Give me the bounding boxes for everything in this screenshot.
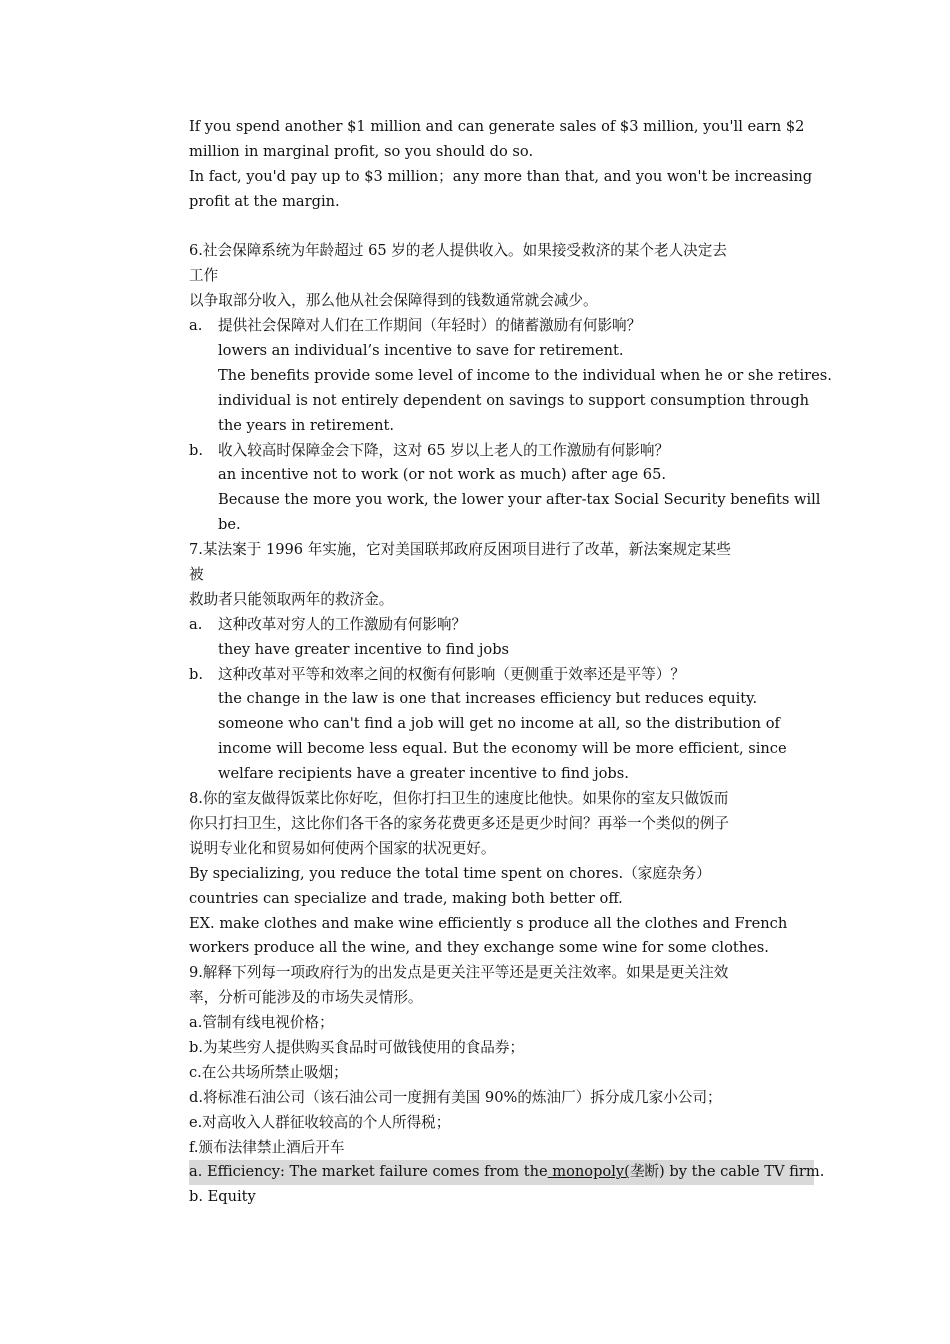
question-7b <box>189 663 809 688</box>
underlined-term: monopoly( <box>547 1163 630 1181</box>
answer-line: lowers an individual’s incentive to save for retirement. <box>218 342 624 360</box>
answer-line: The benefits provide some level of income to the individual when he or she retires. <box>218 366 832 384</box>
question-9-title: 率，分析可能涉及的市场失灵情形。 <box>189 989 423 1007</box>
answer-line: individual is not entirely dependent on savings to support consumption through <box>218 391 810 409</box>
text-line: If you spend another $1 million and can generate sales of $3 million, you'll earn $2 <box>189 118 805 135</box>
question-9-item: d.将标准石油公司（该石油公司一度拥有美国 90%的炼油厂）拆分成几家小公司； <box>189 1088 722 1106</box>
answer-line: income will become less equal. But the economy will be more efficient, since <box>218 740 787 758</box>
question-6-title: 工作 <box>189 267 219 285</box>
answer-line: the change in the law is one that increases efficiency but reduces equity. <box>218 690 758 708</box>
answer-line: workers produce all the wine, and they exchange some wine for some clothes. <box>189 939 769 957</box>
item-question: 这种改革对穷人的工作激励有何影响？ <box>218 615 467 633</box>
answer-text: ) by the cable TV firm. <box>659 1163 825 1181</box>
question-7-title: 7.某法案于 1996 年实施，它对美国联邦政府反困项目进行了改革，新法案规定某些 <box>189 541 731 559</box>
text-line: million in marginal profit, so you should do so. <box>189 142 534 160</box>
item-question: 这种改革对平等和效率之间的权衡有何影响（更侧重于效率还是平等）？ <box>218 665 686 683</box>
question-7-title: 救助者只能领取两年的救济金。 <box>189 590 394 608</box>
question-9-title: 9.解释下列每一项政府行为的出发点是更关注平等还是更关注效率。如果是更关注效 <box>189 964 729 982</box>
answer-line: an incentive not to work (or not work as much) after age 65. <box>218 466 667 484</box>
item-question: 收入较高时保障金会下降，这对 65 岁以上老人的工作激励有何影响？ <box>218 441 670 459</box>
item-marker: a. <box>189 317 203 335</box>
question-9-item: a.管制有线电视价格； <box>189 1014 334 1032</box>
answer-line: the years in retirement. <box>218 416 395 434</box>
question-7-title: 被 <box>189 566 204 584</box>
question-9-item: c.在公共场所禁止吸烟； <box>189 1063 348 1081</box>
answer-line: someone who can't find a job will get no income at all, so the distribution of <box>218 715 780 733</box>
answer-line: b. Equity <box>189 1188 256 1206</box>
question-9-item: b.为某些穷人提供购买食品时可做钱使用的食品券； <box>189 1038 525 1056</box>
answer-line: EX. make clothes and make wine efficiently s produce all the clothes and French <box>189 914 788 932</box>
question-8-title: 说明专业化和贸易如何使两个国家的状况更好。 <box>189 839 496 857</box>
question-8-title: 8.你的室友做得饭菜比你好吃，但你打扫卫生的速度比他快。如果你的室友只做饭而 <box>189 790 729 808</box>
answer-line: be. <box>218 516 241 534</box>
question-8-title: 你只打扫卫生，这比你们各干各的家务花费更多还是更少时间？再举一个类似的例子 <box>189 814 729 832</box>
answer-line: countries can specialize and trade, making both better off. <box>189 889 623 907</box>
answer-line: they have greater incentive to find jobs <box>218 640 510 658</box>
answer-line: welfare recipients have a greater incentive to find jobs. <box>218 765 629 783</box>
answer-line: Because the more you work, the lower your after-tax Social Security benefits will <box>218 491 821 509</box>
item-marker: b. <box>189 665 203 683</box>
question-6-title: 以争取部分收入，那么他从社会保障得到的钱数通常就会减少。 <box>189 292 598 310</box>
highlighted-answer-line <box>189 1160 825 1185</box>
question-7a <box>189 613 809 638</box>
document-body <box>189 115 832 1210</box>
item-question: 提供社会保障对人们在工作期间（年轻时）的储蓄激励有何影响？ <box>218 317 642 335</box>
text-line: In fact, you'd pay up to $3 million；any more than that, and you won't be increasing <box>189 167 813 185</box>
question-6a <box>189 314 809 339</box>
answer-text: a. Efficiency: The market failure comes from the <box>189 1163 548 1181</box>
answer-line: By specializing, you reduce the total time spent on chores.（家庭杂务） <box>189 864 711 882</box>
question-9-item: e.对高收入人群征收较高的个人所得税； <box>189 1113 451 1131</box>
question-6-title: 6.社会保障系统为年龄超过 65 岁的老人提供收入。如果接受救济的某个老人决定去 <box>189 242 727 260</box>
question-6b <box>189 439 809 464</box>
translation-note: 垄断 <box>629 1163 660 1181</box>
question-9-item: f.颁布法律禁止酒后开车 <box>189 1138 345 1156</box>
item-marker: a. <box>189 615 203 633</box>
item-marker: b. <box>189 441 203 459</box>
text-line: profit at the margin. <box>189 192 340 210</box>
blank-line <box>189 215 809 240</box>
